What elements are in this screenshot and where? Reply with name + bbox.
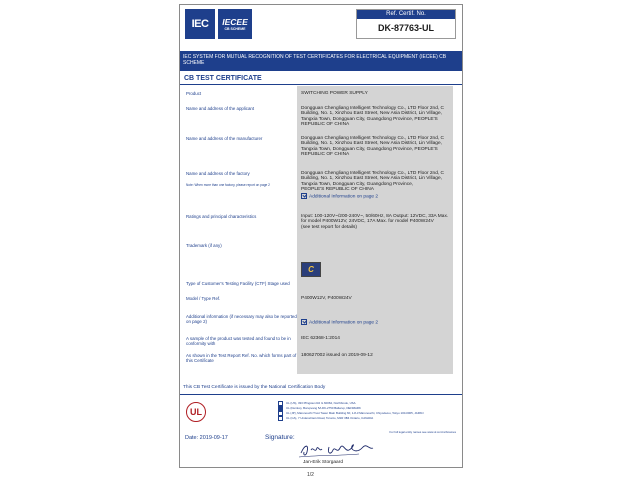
signer-name: Jan-Erik Storgaard	[303, 460, 343, 465]
product-value: SWITCHING POWER SUPPLY	[301, 91, 368, 96]
certificate-title: CB TEST CERTIFICATE	[184, 75, 262, 82]
checkbox-icon	[301, 319, 307, 325]
certificate-page	[179, 4, 463, 468]
ratings-value	[301, 214, 449, 230]
iec-logo: IEC	[185, 9, 215, 39]
cert-ref-label: Ref. Certif. No.	[357, 10, 455, 19]
page-number: 1/2	[307, 472, 314, 478]
manufacturer-value: Dongguan Chengliang Intelligent Technology Co., LTD Floor 2nd, C Building, No. 1, Xinzhou East Street, New Asia District, Lin Village, Tangxia Town, Dongguan City, Guangdong Province, PEOPLE'S REPUBLIC OF CHINA	[301, 136, 445, 158]
office-list	[278, 401, 456, 421]
ctf-label: Type of Customer's Testing Facility (CTF) Stage used	[186, 281, 290, 286]
office-item: UL (CA), 7 Underwriters Road, Toronto, M1R 3B4 Ontario, CANADA	[278, 416, 456, 421]
factory-country: PEOPLE'S REPUBLIC OF CHINA	[301, 187, 374, 193]
factory-address: Dongguan Chengliang Intelligent Technology Co., LTD Floor 2nd, C Building, No. 1, Xinzhou East Street, New Asia District, Lin Village, Tangxia Town, Dongguan City, Guangdong Province,	[301, 171, 445, 187]
applicant-value: Dongguan Chengliang Intelligent Technology Co., LTD Floor 2nd, C Building, No. 1, Xinzhou East Street, New Asia District, Lin Village, Tangxia Town, Dongguan City, Guangdong Province, PEOPLE'S REPUBLIC OF CHINA	[301, 106, 445, 128]
factory-additional-link[interactable]: Additional Information on page 2	[301, 193, 449, 200]
cert-ref-number: DK-87763-UL	[377, 23, 435, 33]
issued-by-statement: This CB Test Certificate is issued by the National Certification Body	[183, 385, 326, 390]
ul-logo: UL	[186, 402, 206, 422]
office-item: UL (US), 333 Pfingsten Rd IL 60062, Northbrook, USA	[278, 401, 456, 406]
legal-entity-note: For full legal entity names see www.ul.com/ncbnames	[389, 430, 456, 434]
ratings-note: (see test report for details)	[301, 224, 357, 230]
handwritten-signature	[297, 438, 377, 460]
factory-label: Name and address of the factory	[186, 171, 250, 176]
office-item: UL (Demko), Borupvang 5A DK-2750 Ballerup, DENMARK	[278, 406, 456, 411]
applicant-label: Name and address of the applicant	[186, 106, 255, 111]
iecee-cb-scheme-logo: IECEE CB SCHEME	[218, 9, 252, 39]
scheme-banner: IEC SYSTEM FOR MUTUAL RECOGNITION OF TEST CERTIFICATES FOR ELECTRICAL EQUIPMENT (IECEE) CB SCHEME	[180, 51, 462, 71]
checkbox-icon	[278, 416, 283, 421]
ratings-text: Input: 100-120V~/200-240V~, 50/60Hz, 8A Output: 12VDC, 33A Max. for model P400W12V, 24VDC, 17A Max. for model P400W24V	[301, 214, 449, 225]
ratings-label: Ratings and principal characteristics	[186, 214, 257, 219]
factory-value	[301, 171, 449, 199]
standard-label: A sample of the product was tested and found to be in conformity with	[186, 336, 291, 346]
certificate-reference-box	[356, 9, 456, 39]
product-label: Product	[186, 91, 202, 96]
report-value: 180627002 issued on 2019-09-12	[301, 353, 373, 358]
trademark-logo: C	[301, 262, 321, 277]
signature-label: Signature:	[265, 434, 295, 441]
additional-info-link[interactable]: Additional Information on page 2	[301, 319, 449, 326]
model-label: Model / Type Ref.	[186, 296, 221, 301]
factory-note: Note: When more than one factory, please report on page 2	[186, 183, 270, 187]
checkbox-icon	[301, 193, 307, 199]
title-divider	[180, 84, 462, 85]
trademark-label: Trademark (if any)	[186, 243, 222, 248]
report-label: As shown in the Test Report Ref. No. which forms part of this Certificate	[186, 353, 297, 363]
standard-value: IEC 62368-1:2014	[301, 336, 340, 341]
office-item: UL (JP), Marunouchi Trust Tower Main Building 6F, 1-8-3 Marunouchi, Chiyoda-ku, Tokyo 100-0005, JAPAN	[278, 411, 456, 416]
issued-divider	[180, 394, 462, 395]
model-value: P400W12V, P400W24V	[301, 296, 352, 301]
manufacturer-label: Name and address of the manufacturer	[186, 136, 263, 141]
issue-date: Date: 2019-09-17	[185, 435, 228, 441]
additional-info-label: Additional information (if necessary may also be reported on page 2)	[186, 314, 297, 324]
